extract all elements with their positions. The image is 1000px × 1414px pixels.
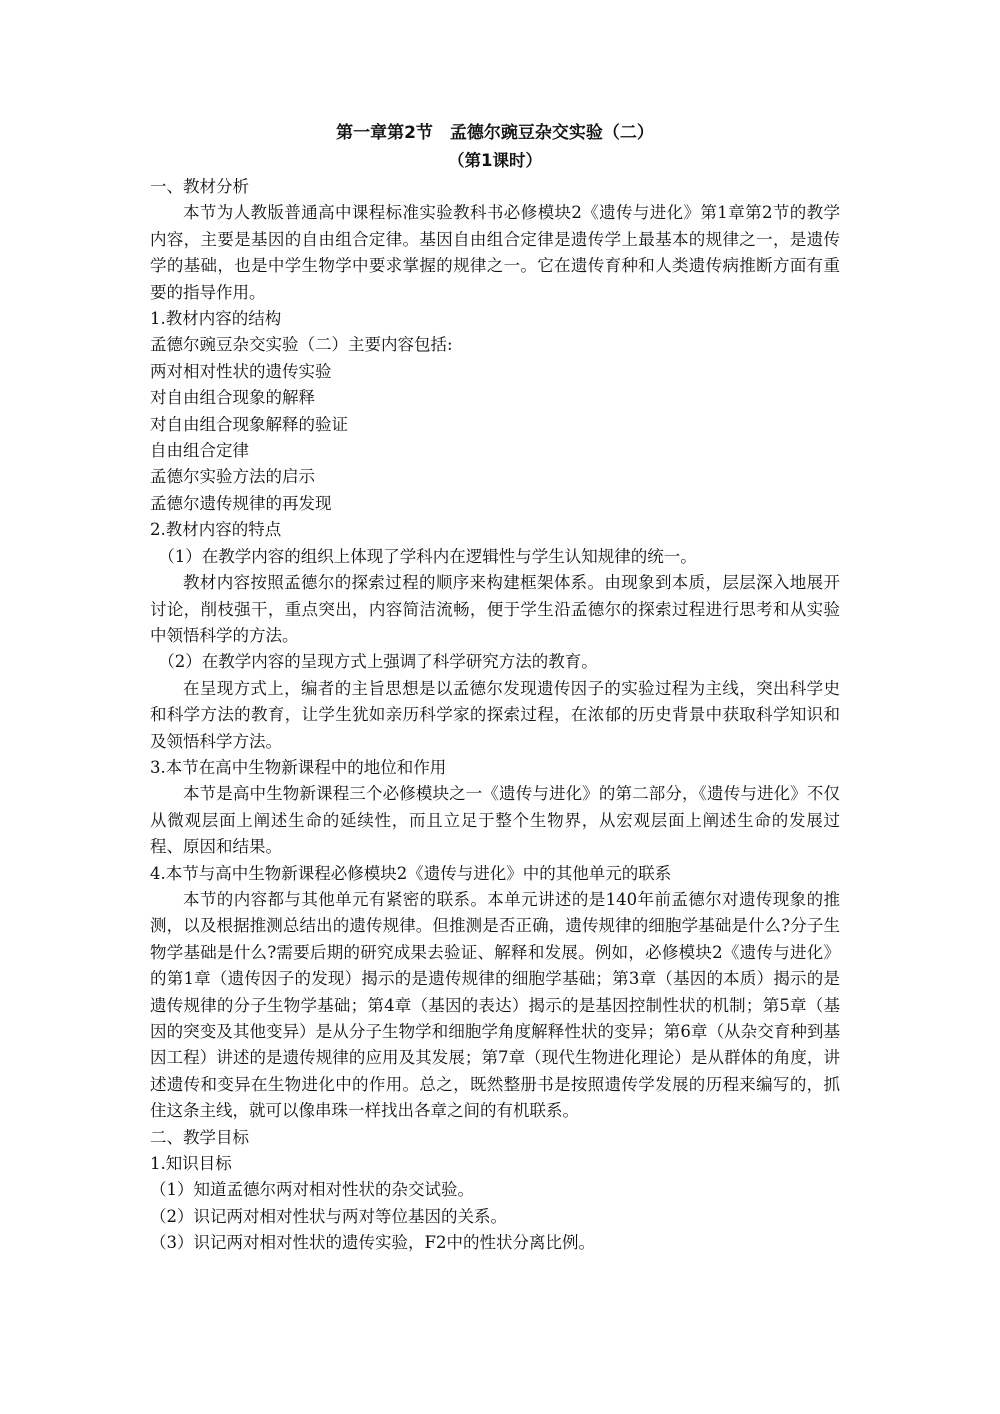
position-body: 本节是高中生物新课程三个必修模块之一《遗传与进化》的第二部分，《遗传与进化》不仅从微观层面上阐述生命的延续性，而且立足于整个生物界，从宏观层面上阐述生命的发展过程、原因和结果。 [150,784,840,857]
objective-item: （1）知道孟德尔两对相对性状的杂交试验。 [150,1180,474,1200]
subheading-features: 2.教材内容的特点 [150,520,282,540]
page-title: 第一章第2节 孟德尔豌豆杂交实验（二） [336,123,654,143]
subheading-knowledge: 1.知识目标 [150,1154,232,1174]
section-heading-2: 二、教学目标 [150,1127,249,1147]
relations-body: 本节的内容都与其他单元有紧密的联系。本单元讲述的是140年前孟德尔对遗传现象的推测，以及根据推测总结出的遗传规律。但推测是否正确，遗传规律的细胞学基础是什么?分子生物学基础是什么?需要后期的研究成果去验证、解释和发展。例如，必修模块2《遗传与进化》的第1章（遗传因子的发现）揭示的是遗传规律的细胞学基础；第3章（基因的本质）揭示的是遗传规律的分子生物学基础；第4章（基因的表达）揭示的是基因控制性状的机制；第5章（基因的突变及其他变异）是从分子生物学和细胞学角度解释性状的变异；第6章（从杂交育种到基因工程）讲述的是遗传规律的应用及其发展；第7章（现代生物进化理论）是从群体的角度，讲述遗传和变异在生物进化中的作用。总之，既然整册书是按照遗传学发展的历程来编写的，抓住这条主线，就可以像串珠一样找出各章之间的有机联系。 [150,889,840,1121]
document-page [150,118,840,1257]
objective-item: （2）识记两对相对性状与两对等位基因的关系。 [150,1206,507,1226]
subheading-position: 3.本节在高中生物新课程中的地位和作用 [150,757,447,777]
feature-1-body: 教材内容按照孟德尔的探索过程的顺序来构建框架体系。由现象到本质，层层深入地展开讨论，削枝强干，重点突出，内容简洁流畅，便于学生沿孟德尔的探索过程进行思考和从实验中领悟科学的方法。 [150,573,840,645]
list-item: 对自由组合现象解释的验证 [150,414,348,434]
list-item: 孟德尔实验方法的启示 [150,467,315,487]
section-heading-1: 一、教材分析 [150,177,249,196]
feature-2-heading: （2）在教学内容的呈现方式上强调了科学研究方法的教育。 [158,652,598,672]
paragraph-intro: 本节为人教版普通高中课程标准实验教科书必修模块2《遗传与进化》第1章第2节的教学内容，主要是基因的自由组合定律。基因自由组合定律是遗传学上最基本的规律之一，是遗传学的基础，也是中学生物学中要求掌握的规律之一。它在遗传育种和人类遗传病推断方面有重要的指导作用。 [150,203,840,302]
subheading-structure: 1.教材内容的结构 [150,309,282,329]
list-item: 自由组合定律 [150,441,249,461]
list-item: 两对相对性状的遗传实验 [150,361,332,381]
structure-lead: 孟德尔豌豆杂交实验（二）主要内容包括: [150,335,453,355]
list-item: 孟德尔遗传规律的再发现 [150,493,332,513]
list-item: 对自由组合现象的解释 [150,388,315,408]
subheading-relations: 4.本节与高中生物新课程必修模块2《遗传与进化》中的其他单元的联系 [150,863,672,883]
feature-2-body: 在呈现方式上，编者的主旨思想是以孟德尔发现遗传因子的实验过程为主线，突出科学史和科学方法的教育，让学生犹如亲历科学家的探索过程，在浓郁的历史背景中获取科学知识和及领悟科学方法。 [150,678,840,751]
page-subtitle: （第1课时） [448,151,542,170]
objective-item: （3）识记两对相对性状的遗传实验，F2中的性状分离比例。 [150,1233,595,1253]
feature-1-heading: （1）在教学内容的组织上体现了学科内在逻辑性与学生认知规律的统一。 [158,546,697,566]
